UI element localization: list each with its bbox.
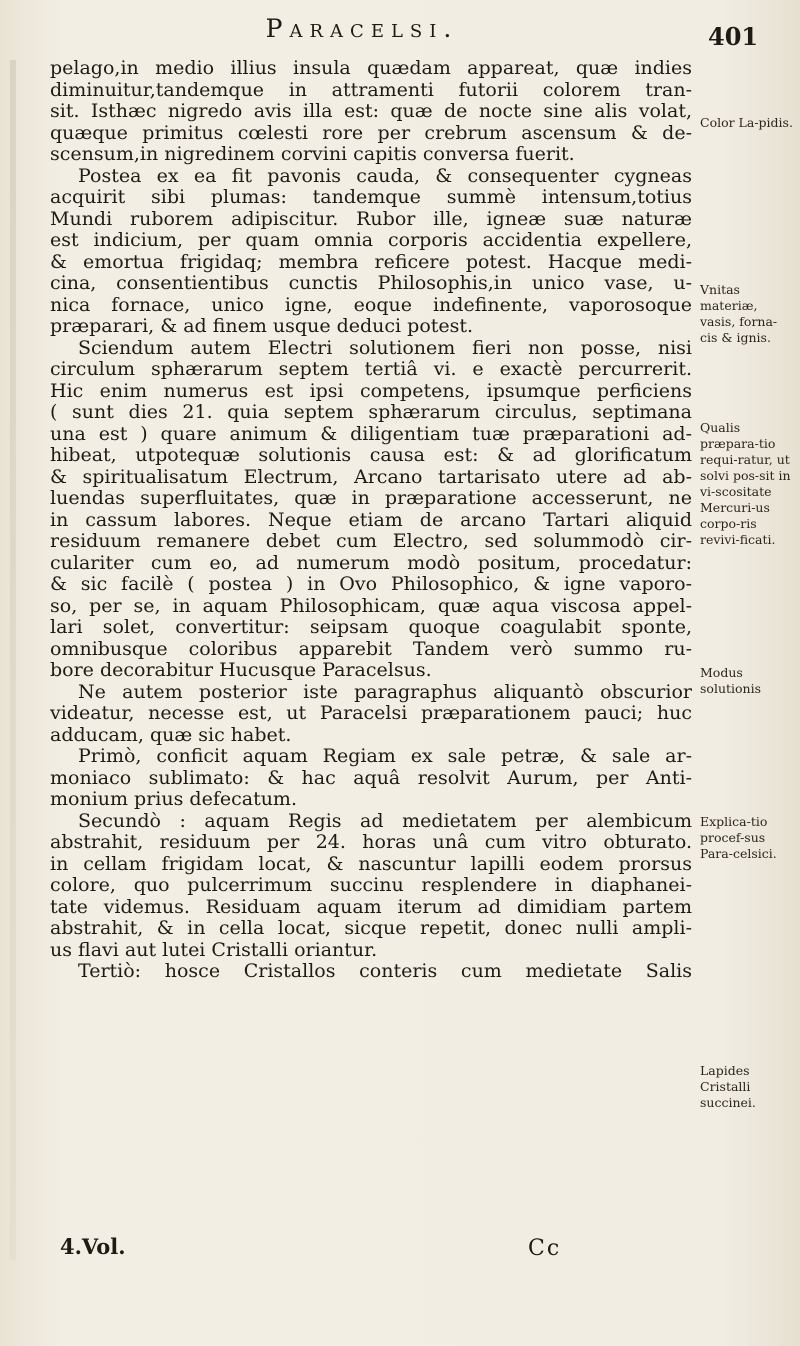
paragraph-first-line: Primò, conficit aquam Regiam ex sale petræ, & sale ar- <box>78 746 692 767</box>
running-title: Paracelsi. <box>265 14 459 43</box>
paragraph-first-line: Tertiò: hosce Cristallos conteris cum medietate Salis <box>78 961 692 982</box>
text-line: luendas superfluitates, quæ in præparatione accesserunt, ne <box>50 488 692 509</box>
text-line: & emortua frigidaq; membra reficere potest. Hacque medi- <box>50 251 692 273</box>
text-line: residuum remanere debet cum Electro, sed solummodò cir- <box>50 531 692 552</box>
text-line: sit. Isthæc nigredo avis illa est: quæ de nocte sine alis volat, <box>50 101 692 122</box>
volume-signature-mark: 4.Vol. <box>60 1234 126 1259</box>
text-line: adducam, quæ sic habet. <box>50 724 292 746</box>
paragraph-first-line: Secundò : aquam Regis ad medietatem per alembicum <box>78 810 692 832</box>
text-line: abstrahit, & in cella locat, sicque repetit, donec nulli ampli- <box>50 918 692 939</box>
text-line: quæque primitus cœlesti rore per crebrum ascensum & de- <box>50 122 692 144</box>
margin-note: Modus solutionis <box>700 665 761 696</box>
text-line: videatur, necesse est, ut Paracelsi præparationem pauci; huc <box>50 703 692 724</box>
text-line: Mundi ruborem adipiscitur. Rubor ille, igneæ suæ naturæ <box>50 208 692 230</box>
text-line: Hic enim numerus est ipsi competens, ipsumque perficiens <box>50 380 692 402</box>
text-line: acquirit sibi plumas: tandemque summè intensum,totius <box>50 187 692 208</box>
text-line: in cellam frigidam locat, & nascuntur lapilli eodem prorsus <box>50 853 692 875</box>
text-line: abstrahit, residuum per 24. horas unâ cum vitro obturato. <box>50 832 692 853</box>
margin-note: Color La-pidis. <box>700 115 793 130</box>
paragraph-first-line: Postea ex ea fit pavonis cauda, & consequenter cygneas <box>78 165 692 187</box>
text-line: pelago,in medio illius insula quædam appareat, quæ indies <box>50 58 692 79</box>
text-line: us flavi aut lutei Cristalli oriantur. <box>50 939 378 961</box>
text-line: & sic facilè ( postea ) in Ovo Philosophico, & igne vaporo- <box>50 574 692 595</box>
text-line: omnibusque coloribus apparebit Tandem verò summo ru- <box>50 638 692 660</box>
text-line: tate videmus. Residuam aquam iterum ad dimidiam partem <box>50 896 692 918</box>
text-line: circulum sphærarum septem tertiâ vi. e exactè percurrerit. <box>50 359 692 380</box>
text-line: est indicium, per quam omnia corporis accidentia expellere, <box>50 230 692 251</box>
text-line: colore, quo pulcerrimum succinu resplendere in diaphanei- <box>50 875 692 896</box>
paragraph-first-line: Ne autem posterior iste paragraphus aliquantò obscurior <box>78 681 692 703</box>
text-line: nica fornace, unico igne, eoque indefinente, vaporosoque <box>50 294 692 316</box>
margin-note: Explica-tio procef-sus Para-celsici. <box>700 814 777 861</box>
text-line: & spiritualisatum Electrum, Arcano tartarisato utere ad ab- <box>50 466 692 488</box>
gathering-signature: Cc <box>528 1236 562 1261</box>
text-line: lari solet, convertitur: seipsam quoque coagulabit sponte, <box>50 617 692 638</box>
text-line: culariter cum eo, ad numerum modò positum, procedatur: <box>50 552 692 574</box>
margin-note: Vnitas materiæ, vasis, forna-cis & ignis. <box>700 282 778 345</box>
text-line: bore decorabitur Hucusque Paracelsus. <box>50 660 432 681</box>
text-line: in cassum labores. Neque etiam de arcano Tartari aliquid <box>50 509 692 531</box>
margin-note: Lapides Cristalli succinei. <box>700 1063 756 1110</box>
text-line: scensum,in nigredinem corvini capitis conversa fuerit. <box>50 144 575 165</box>
text-line: ( sunt dies 21. quia septem sphærarum circulus, septimana <box>50 402 692 423</box>
margin-note: Qualis præpara-tio requi-ratur, ut solvi pos-sit in vi-scositate Mercuri-us corpo-ris revivi-ficati. <box>700 420 791 547</box>
text-line: monium prius defecatum. <box>50 789 297 810</box>
text-line: diminuitur,tandemque in attramenti futorii colorem tran- <box>50 79 692 101</box>
page-footer <box>0 1234 800 1294</box>
text-line: so, per se, in aquam Philosophicam, quæ aqua viscosa appel- <box>50 595 692 617</box>
page-number: 401 <box>708 22 759 51</box>
text-line: cina, consentientibus cunctis Philosophis,in unico vase, u- <box>50 273 692 294</box>
text-line: præparari, & ad finem usque deduci potest. <box>50 316 474 337</box>
text-line: moniaco sublimato: & hac aquâ resolvit Aurum, per Anti- <box>50 767 692 789</box>
text-line: hibeat, utpotequæ solutionis causa est: & ad glorificatum <box>50 445 692 466</box>
text-line: una est ) quare animum & diligentiam tuæ præparationi ad- <box>50 423 692 445</box>
paragraph-first-line: Sciendum autem Electri solutionem fieri non posse, nisi <box>78 337 692 359</box>
